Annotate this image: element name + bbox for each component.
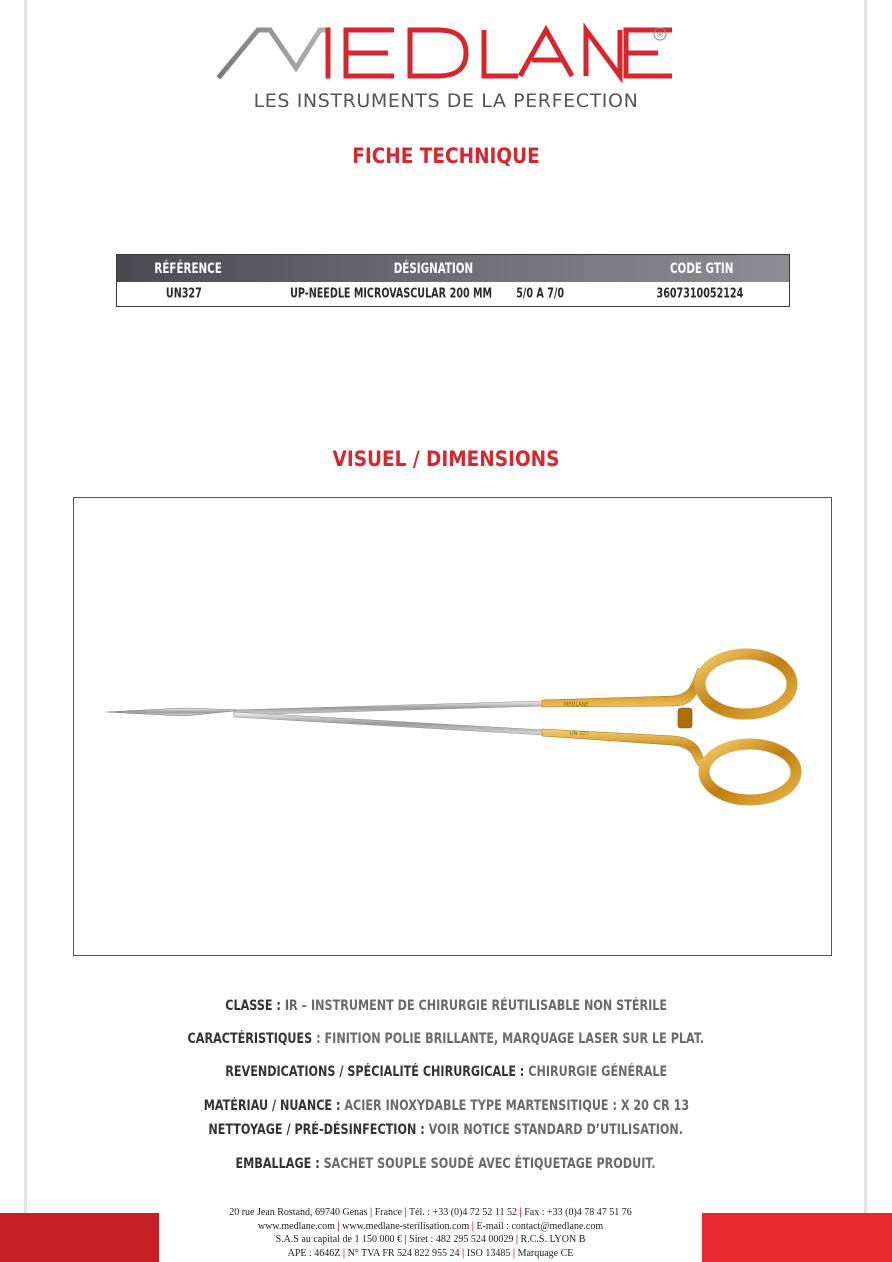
instrument-upper-shank [234,701,544,715]
engraving-reference: UN 327 [570,731,589,737]
footer-tel: Tél. : +33 (0)4 72 52 11 52 [408,1207,518,1218]
footer-red-band-right [702,1213,892,1262]
spec-materiau-value: ACIER INOXYDABLE TYPE MARTENSITIQUE : X 20 CR 13 [339,1098,689,1114]
spec-nettoyage-value: VOIR NOTICE STANDARD D’UTILISATION. [425,1122,684,1138]
instrument-upper-ring [700,654,792,714]
needle-holder-image [74,498,831,955]
footer-email[interactable]: E-mail : contact@medlane.com [476,1220,604,1232]
cell-reference: UN327 [165,286,202,302]
cell-gtin: 3607310052124 [656,286,744,302]
spec-revendications [0,1064,892,1080]
footer-ape: APE : 4646Z [287,1247,341,1259]
cell-designation-name: UP-NEEDLE MICROVASCULAR [290,286,446,302]
footer-line-3: S.A.S au capital de 1 150 000 € | Siret : 482 295 524 00029 | R.C.S. LYON B [275,1234,586,1245]
spec-materiau [0,1098,892,1114]
product-reference-table [116,254,790,307]
instrument-tip [106,708,244,716]
spec-classe [0,998,892,1014]
logo-letter-m [220,30,328,76]
footer-address: 20 rue Jean Rostand, 69740 Genas [229,1207,368,1218]
footer-iso: ISO 13485 [466,1247,511,1259]
product-visual-frame [73,497,832,956]
logo-letter-n [586,30,620,76]
footer-rcs: R.C.S. LYON B [520,1234,586,1245]
fiche-technique-title: FICHE TECHNIQUE [352,144,540,168]
header-reference: RÉFÉRENCE [154,260,222,277]
header-gtin: CODE GTIN [669,260,734,277]
cell-designation-suture: 5/0 A 7/0 [516,286,565,302]
table-header-row [117,255,789,282]
spec-nettoyage-label: NETTOYAGE / PRÉ-DÉSINFECTION : [208,1122,426,1138]
spec-nettoyage [0,1122,892,1138]
footer-country: France [374,1207,402,1218]
cell-designation-size: 200 MM [449,286,493,302]
instrument-lower-handle-gold [542,729,706,766]
logo-letter-e [346,30,394,76]
footer-fax: Fax : +33 (0)4 78 47 51 76 [524,1207,632,1218]
visuel-dimensions-title: VISUEL / DIMENSIONS [332,447,560,471]
instrument-lower-ring [704,744,796,800]
footer-line-2: www.medlane.com | www.medlane-sterilisation.com | E-mail : contact@medlane.com [257,1220,604,1232]
header-designation: DÉSIGNATION [393,260,474,277]
registered-symbol: ® [656,30,664,40]
footer-website[interactable]: www.medlane.com [257,1220,335,1232]
spec-revendications-label: REVENDICATIONS / SPÉCIALITÉ CHIRURGICALE : [225,1064,525,1080]
brand-tagline: LES INSTRUMENTS DE LA PERFECTION [253,90,639,112]
company-footer [159,1206,702,1260]
spec-classe-label: CLASSE : [225,998,281,1014]
spec-emballage-value: SACHET SOUPLE SOUDÉ AVEC ÉTIQUETAGE PRODUIT. [320,1156,657,1172]
logo-letter-l [484,30,518,76]
footer-line-1: 20 rue Jean Rostand, 69740 Genas | France | Tél. : +33 (0)4 72 52 11 52 | Fax : +33 (0)4 78 47 51 76 [229,1207,632,1218]
spec-revendications-value: CHIRURGIE GÉNÉRALE [524,1064,667,1080]
footer-capital: S.A.S au capital de 1 150 000 € [275,1234,402,1245]
instrument-box-lock [678,708,692,728]
spec-caracteristiques-label: CARACTÉRISTIQUES [187,1031,313,1047]
footer-tva: N° TVA FR 524 822 955 24 [347,1247,460,1259]
spec-emballage-label: EMBALLAGE : [235,1156,321,1172]
footer-ce: Marquage CE [517,1247,574,1259]
spec-emballage [0,1156,892,1172]
engraving-brand: MEDLANE [564,702,589,708]
spec-classe-value: IR – INSTRUMENT DE CHIRURGIE RÉUTILISABLE NON STÉRILE [280,998,667,1014]
spec-caracteristiques-value: : FINITION POLIE BRILLANTE, MARQUAGE LASER SUR LE PLAT. [312,1031,705,1047]
spec-materiau-label: MATÉRIAU / NUANCE : [203,1098,340,1114]
footer-website-sterilisation[interactable]: www.medlane-sterilisation.com [342,1220,470,1232]
footer-line-4: APE : 4646Z | N° TVA FR 524 822 955 24 | ISO 13485 | Marquage CE [287,1247,574,1259]
logo-letter-a [520,30,572,76]
footer-red-band-left [0,1213,159,1262]
instrument-lower-shank [234,712,544,735]
spec-caracteristiques [0,1031,892,1047]
logo-letter-d [410,30,466,76]
medlane-logo [0,18,892,88]
table-row [117,282,789,306]
footer-siret: Siret : 482 295 524 00029 [409,1234,514,1245]
